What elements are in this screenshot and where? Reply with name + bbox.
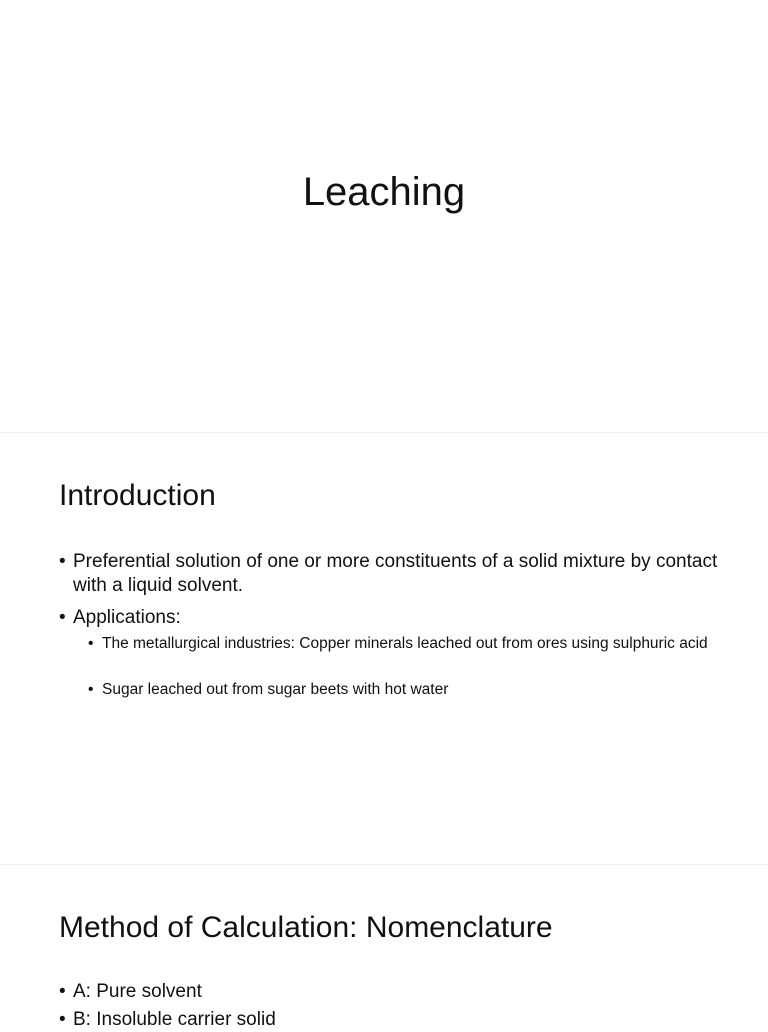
bullet-item bbox=[59, 1008, 719, 1032]
sub-bullet-item bbox=[88, 633, 708, 654]
bullet-marker: • bbox=[88, 635, 94, 652]
bullet-marker: • bbox=[59, 607, 66, 628]
slide-heading: Introduction bbox=[59, 479, 216, 512]
bullet-marker: • bbox=[59, 981, 66, 1002]
slide-title-text: Leaching bbox=[302, 170, 466, 214]
slide-nomenclature bbox=[0, 865, 768, 1030]
bullet-text: A: Pure solvent bbox=[73, 981, 202, 1002]
bullet-marker: • bbox=[59, 1009, 66, 1030]
bullet-item bbox=[59, 550, 719, 598]
bullet-text: Applications: bbox=[73, 607, 181, 628]
bullet-marker: • bbox=[88, 681, 94, 698]
bullet-item bbox=[59, 606, 719, 630]
slide-heading: Method of Calculation: Nomenclature bbox=[59, 911, 553, 944]
sub-bullet-item bbox=[88, 679, 708, 700]
sub-bullet-text: The metallurgical industries: Copper minerals leached out from ores using sulphuric acid bbox=[102, 635, 708, 652]
slide-title bbox=[0, 0, 768, 432]
slide-introduction bbox=[0, 433, 768, 864]
bullet-item bbox=[59, 980, 719, 1004]
bullet-text: Preferential solution of one or more constituents of a solid mixture by contact with a liquid solvent. bbox=[73, 551, 718, 596]
sub-bullet-text: Sugar leached out from sugar beets with hot water bbox=[102, 681, 449, 698]
bullet-text: B: Insoluble carrier solid bbox=[73, 1009, 276, 1030]
bullet-marker: • bbox=[59, 551, 66, 572]
